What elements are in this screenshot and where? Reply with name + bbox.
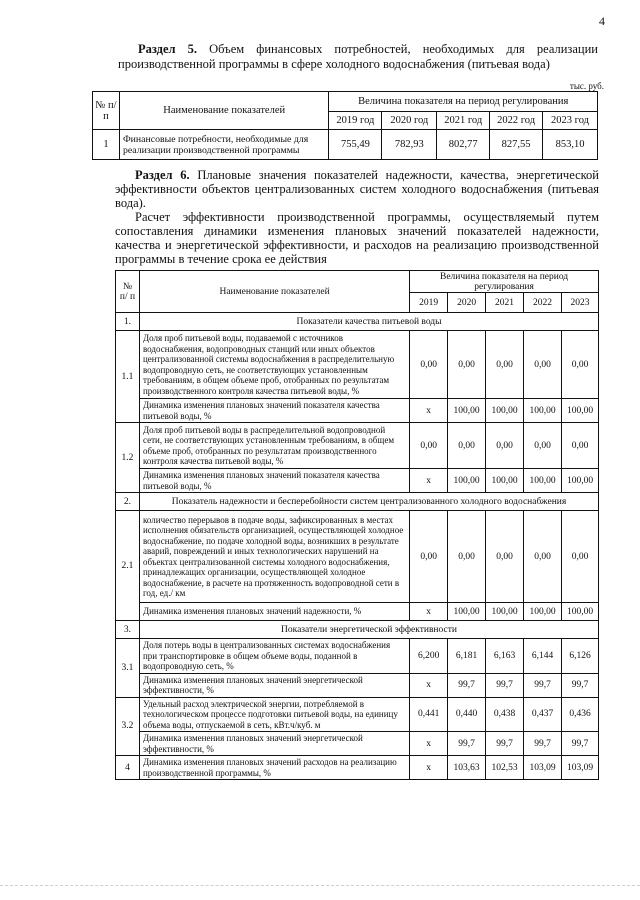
cell-value: 6,181 [448, 639, 486, 674]
t1-year: 2019 год [329, 112, 382, 130]
section-num: 1. [116, 313, 140, 331]
t1-year: 2020 год [382, 112, 437, 130]
cell-value: 827,55 [490, 130, 543, 160]
cell-value: x [410, 673, 448, 697]
cell-value: 0,00 [486, 423, 524, 469]
section6-heading [115, 168, 599, 210]
cell-value: 99,7 [524, 673, 562, 697]
cell-value: 755,49 [329, 130, 382, 160]
cell-value: 99,7 [524, 732, 562, 756]
t2-year: 2023 [562, 293, 599, 313]
cell-value: 99,7 [448, 732, 486, 756]
cell-value: 0,00 [410, 423, 448, 469]
cell-value: 0,440 [448, 697, 486, 732]
cell-value: 100,00 [486, 399, 524, 423]
cell-value: 100,00 [562, 469, 599, 493]
cell-value: 103,63 [448, 756, 486, 780]
section-row [116, 621, 599, 639]
row-name: Финансовые потребности, необходимые для реализации производственной программы [119, 130, 329, 160]
dynamics-name: Динамика изменения плановых значений энергетической эффективности, % [139, 732, 409, 756]
cell-value: 0,00 [562, 511, 599, 603]
cell-value: 6,200 [410, 639, 448, 674]
row-name: Доля проб питьевой воды, подаваемой с источников водоснабжения, водопроводных станций или иных объектов централизованной системы водоснабжения в распределительную водопроводную сеть, не соответствующих установленным требованиям, в общем объеме проб, отобранных по результатам производственного контроля качества питьевой воды, % [139, 331, 409, 399]
dynamics-name: Динамика изменения плановых значений показателя качества питьевой воды, % [139, 469, 409, 493]
cell-value: 0,00 [486, 331, 524, 399]
indicators-table [115, 270, 599, 780]
t2-year: 2019 [410, 293, 448, 313]
cell-value: 0,438 [486, 697, 524, 732]
t2-year: 2021 [486, 293, 524, 313]
cell-value: 0,00 [448, 331, 486, 399]
section6-text: Плановые значения показателей надежности, качества, энергетической эффективности объектов централизованных систем холодного водоснабжения (питьевая вода). [115, 168, 599, 210]
cell-value: x [410, 399, 448, 423]
cell-value: 0,00 [410, 331, 448, 399]
table-row [116, 423, 599, 469]
cell-value: 782,93 [382, 130, 437, 160]
row-num: 1.1 [116, 331, 140, 423]
table-row [116, 756, 599, 780]
cell-value: 0,441 [410, 697, 448, 732]
table-row [116, 639, 599, 674]
section6-label: Раздел 6. [135, 168, 190, 182]
row-num: 1.2 [116, 423, 140, 493]
t1-year: 2023 год [543, 112, 598, 130]
cell-value: 0,436 [562, 697, 599, 732]
table-row [116, 673, 599, 697]
cell-value: 100,00 [448, 603, 486, 621]
section-row [116, 493, 599, 511]
row-name: количество перерывов в подаче воды, зафиксированных в местах исполнения обязательств организацией, осуществляющей холодное водоснабжение, по подаче холодной воды, возникших в результате аварий, повреждений и иных технологических нарушений на объектах централизованной системы холодного водоснабжения, принадлежащих организации, осуществляющей холодное водоснабжение, в расчете на протяженность водопроводной сети в год, ед./ км [139, 511, 409, 603]
section-num: 3. [116, 621, 140, 639]
row-name: Динамика изменения плановых значений расходов на реализацию производственной программы, % [139, 756, 409, 780]
cell-value: 0,00 [562, 331, 599, 399]
cell-value: 99,7 [562, 732, 599, 756]
cell-value: 100,00 [524, 399, 562, 423]
section5-label: Раздел 5. [138, 42, 198, 56]
t1-col-name: Наименование показателей [119, 92, 329, 130]
cell-value: 100,00 [486, 603, 524, 621]
cell-value: x [410, 603, 448, 621]
cell-value: 0,00 [486, 511, 524, 603]
cell-value: 99,7 [448, 673, 486, 697]
t1-year: 2022 год [490, 112, 543, 130]
section-row [116, 313, 599, 331]
table-row [116, 511, 599, 603]
cell-value: 99,7 [486, 673, 524, 697]
cell-value: 100,00 [562, 603, 599, 621]
t1-col-num: № п/п [93, 92, 120, 130]
financial-needs-table [92, 91, 598, 160]
row-num: 2.1 [116, 511, 140, 621]
section-num: 2. [116, 493, 140, 511]
cell-value: 6,126 [562, 639, 599, 674]
cell-value: 0,437 [524, 697, 562, 732]
table-row [116, 732, 599, 756]
page-divider [0, 885, 640, 886]
cell-value: 100,00 [524, 469, 562, 493]
t1-col-period: Величина показателя на период регулирования [329, 92, 598, 112]
cell-value: 0,00 [524, 423, 562, 469]
page-number: 4 [599, 14, 605, 28]
section-title: Показатель надежности и бесперебойности систем централизованного холодного водоснабжения [139, 493, 598, 511]
section6-paragraph: Расчет эффективности производственной программы, осуществляемый путем сопоставления динамики изменения плановых значений показателей надежности, качества и энергетической эффективности, и расходов на реализацию производственной программы в течение срока ее действия [115, 210, 599, 266]
dynamics-name: Динамика изменения плановых значений энергетической эффективности, % [139, 673, 409, 697]
cell-value: 0,00 [448, 423, 486, 469]
row-name: Доля проб питьевой воды в распределительной водопроводной сети, не соответствующих установленным требованиям, в общем объеме проб, отобранных по результатам производственного контроля качества питьевой воды, % [139, 423, 409, 469]
cell-value: 100,00 [562, 399, 599, 423]
cell-value: 100,00 [448, 399, 486, 423]
cell-value: 802,77 [437, 130, 490, 160]
cell-value: 100,00 [486, 469, 524, 493]
cell-value: x [410, 732, 448, 756]
cell-value: 100,00 [448, 469, 486, 493]
cell-value: 0,00 [562, 423, 599, 469]
table-row [93, 130, 598, 160]
row-name: Удельный расход электрической энергии, потребляемой в технологическом процессе подготовки питьевой воды, на единицу объема воды, отпускаемой в сеть, кВт.ч/куб. м [139, 697, 409, 732]
unit-label: тыс. руб. [569, 81, 604, 91]
cell-value: 0,00 [524, 331, 562, 399]
cell-value: 99,7 [562, 673, 599, 697]
table-row [116, 697, 599, 732]
t2-year: 2022 [524, 293, 562, 313]
table-row [116, 603, 599, 621]
t2-col-name: Наименование показателей [139, 271, 409, 313]
cell-value: 6,144 [524, 639, 562, 674]
cell-value: 102,53 [486, 756, 524, 780]
table-row [116, 469, 599, 493]
cell-value: 103,09 [562, 756, 599, 780]
row-name: Доля потерь воды в централизованных системах водоснабжения при транспортировке в общем объеме воды, поданной в водопроводную сеть, % [139, 639, 409, 674]
row-num: 3.1 [116, 639, 140, 698]
t1-year: 2021 год [437, 112, 490, 130]
table-row [116, 399, 599, 423]
row-num: 3.2 [116, 697, 140, 756]
section5-text: Объем финансовых потребностей, необходимых для реализации производственной программы в сфере холодного водоснабжения (питьевая вода) [118, 42, 598, 71]
section5-heading [118, 42, 598, 72]
t2-col-num: № п/ п [116, 271, 140, 313]
section-title: Показатели энергетической эффективности [139, 621, 598, 639]
dynamics-name: Динамика изменения плановых значений надежности, % [139, 603, 409, 621]
cell-value: x [410, 469, 448, 493]
cell-value: x [410, 756, 448, 780]
cell-value: 0,00 [410, 511, 448, 603]
row-num: 1 [93, 130, 120, 160]
cell-value: 0,00 [448, 511, 486, 603]
cell-value: 853,10 [543, 130, 598, 160]
cell-value: 6,163 [486, 639, 524, 674]
t2-year: 2020 [448, 293, 486, 313]
table-row [116, 331, 599, 399]
section-title: Показатели качества питьевой воды [139, 313, 598, 331]
dynamics-name: Динамика изменения плановых значений показателя качества питьевой воды, % [139, 399, 409, 423]
cell-value: 100,00 [524, 603, 562, 621]
section6-block [115, 168, 599, 266]
cell-value: 99,7 [486, 732, 524, 756]
row-num: 4 [116, 756, 140, 780]
t2-col-period: Величина показателя на период регулирования [410, 271, 599, 293]
cell-value: 103,09 [524, 756, 562, 780]
cell-value: 0,00 [524, 511, 562, 603]
